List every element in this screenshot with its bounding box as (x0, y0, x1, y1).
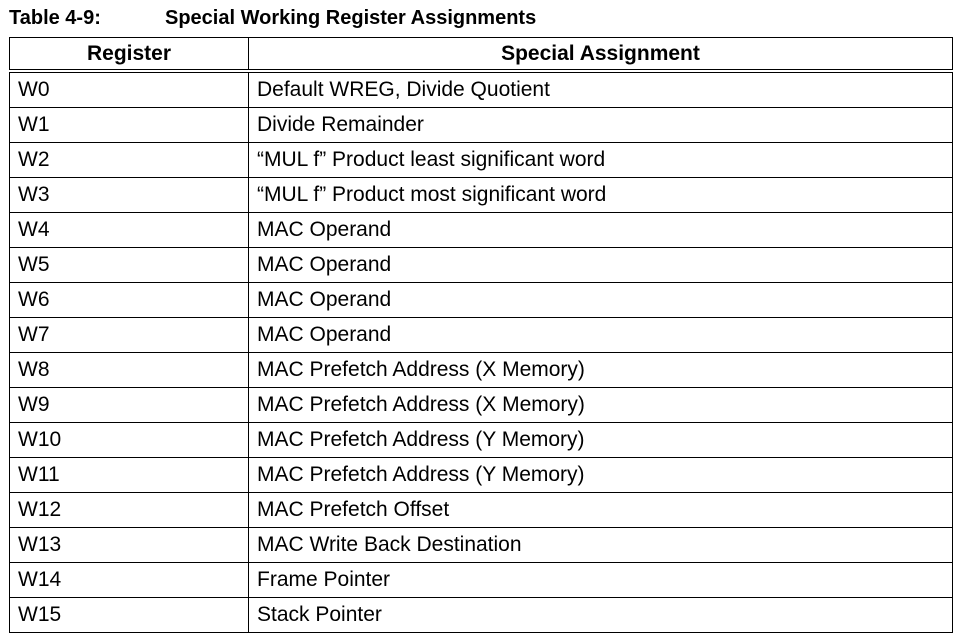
table-number: Table 4-9: (9, 7, 101, 29)
assignment-cell: MAC Prefetch Address (X Memory) (249, 388, 953, 423)
register-cell: W9 (10, 388, 249, 423)
header-row (10, 38, 953, 72)
table-row (10, 458, 953, 493)
register-cell: W0 (10, 71, 249, 108)
table-title: Special Working Register Assignments (165, 7, 537, 29)
assignment-cell: MAC Prefetch Address (X Memory) (249, 353, 953, 388)
column-header-special-assignment: Special Assignment (249, 38, 953, 72)
table-caption (9, 6, 536, 30)
assignment-cell: “MUL f” Product most significant word (249, 178, 953, 213)
register-cell: W8 (10, 353, 249, 388)
table-row (10, 213, 953, 248)
register-cell: W4 (10, 213, 249, 248)
register-cell: W11 (10, 458, 249, 493)
table-row (10, 528, 953, 563)
table-row (10, 248, 953, 283)
table-row (10, 598, 953, 633)
register-cell: W10 (10, 423, 249, 458)
assignment-cell: MAC Operand (249, 248, 953, 283)
assignment-cell: Default WREG, Divide Quotient (249, 71, 953, 108)
register-assignment-table (9, 37, 953, 633)
assignment-cell: MAC Operand (249, 318, 953, 353)
register-cell: W12 (10, 493, 249, 528)
table-row (10, 388, 953, 423)
table-row (10, 178, 953, 213)
register-cell: W5 (10, 248, 249, 283)
assignment-cell: MAC Operand (249, 213, 953, 248)
table-row (10, 353, 953, 388)
register-cell: W2 (10, 143, 249, 178)
register-cell: W14 (10, 563, 249, 598)
assignment-cell: MAC Prefetch Address (Y Memory) (249, 423, 953, 458)
table-row (10, 423, 953, 458)
assignment-cell: Frame Pointer (249, 563, 953, 598)
assignment-cell: “MUL f” Product least significant word (249, 143, 953, 178)
table-row (10, 108, 953, 143)
assignment-cell: MAC Prefetch Address (Y Memory) (249, 458, 953, 493)
register-cell: W1 (10, 108, 249, 143)
register-cell: W3 (10, 178, 249, 213)
assignment-cell: MAC Operand (249, 283, 953, 318)
table-row (10, 143, 953, 178)
assignment-cell: MAC Write Back Destination (249, 528, 953, 563)
table-body (10, 71, 953, 633)
column-header-register: Register (10, 38, 249, 72)
register-cell: W7 (10, 318, 249, 353)
assignment-cell: Stack Pointer (249, 598, 953, 633)
register-cell: W15 (10, 598, 249, 633)
assignment-cell: Divide Remainder (249, 108, 953, 143)
table-row (10, 563, 953, 598)
table-row (10, 71, 953, 108)
table-row (10, 283, 953, 318)
register-cell: W13 (10, 528, 249, 563)
table-row (10, 493, 953, 528)
assignment-cell: MAC Prefetch Offset (249, 493, 953, 528)
table-header (10, 38, 953, 72)
table-row (10, 318, 953, 353)
register-cell: W6 (10, 283, 249, 318)
